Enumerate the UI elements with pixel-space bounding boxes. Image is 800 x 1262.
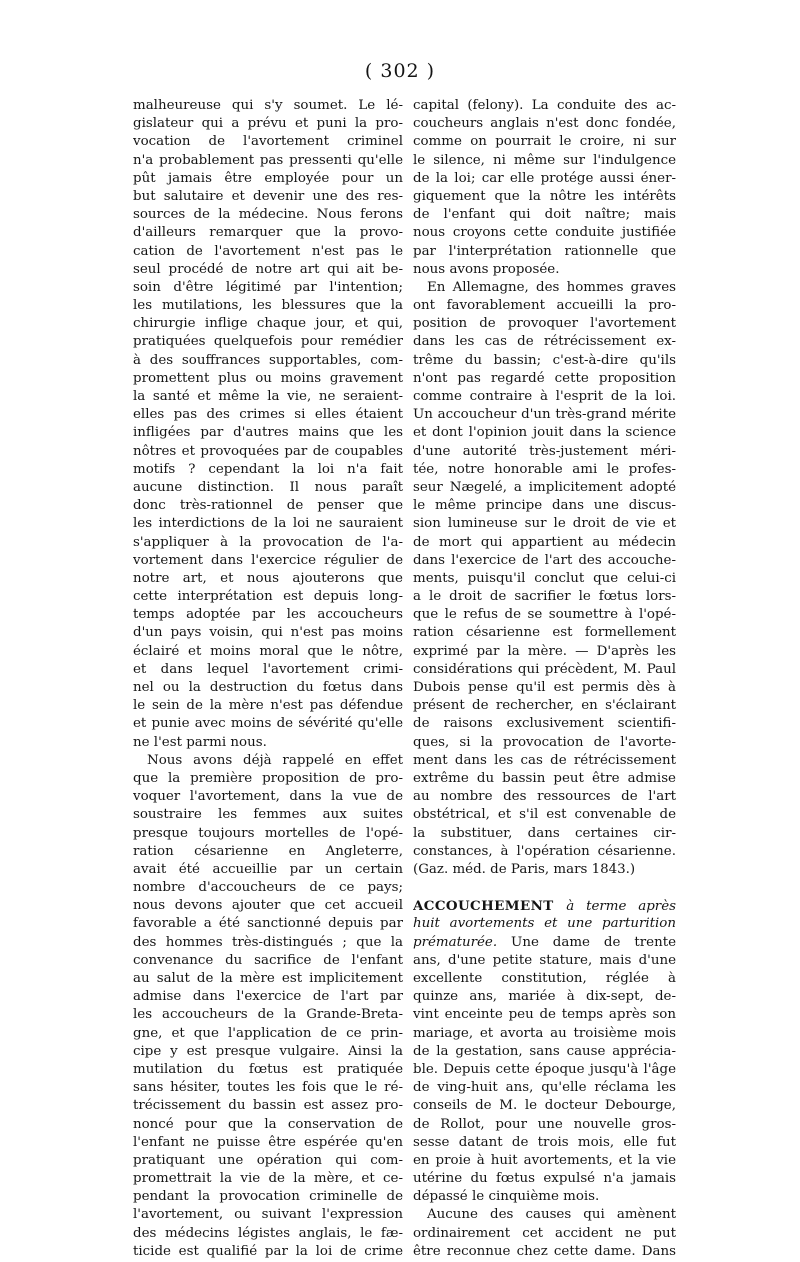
text-line: les interdictions de la loi ne sauraient: [133, 516, 403, 532]
text-line: de mort qui appartient au médecin: [413, 534, 676, 550]
text-line: pratiquées quelquefois pour remédier: [133, 334, 403, 350]
text-line: Aucune des causes qui amènent: [427, 1207, 676, 1223]
text-line: de Rollot, pour une nouvelle gros-: [413, 1116, 676, 1132]
text-line: exprimé par la mère. — D'après les: [413, 643, 676, 659]
text-line: temps adoptée par les accoucheurs: [133, 607, 403, 623]
text-line: cipe y est presque vulgaire. Ainsi la: [133, 1043, 403, 1059]
text-line: présent de rechercher, en s'éclairant: [413, 698, 676, 714]
text-line: comme contraire à l'esprit de la loi.: [413, 389, 676, 404]
text-line: nôtres et provoquées par de coupables: [133, 443, 403, 459]
page-number: ( 302 ): [364, 60, 436, 82]
text-line: au salut de la mère est implicitement: [133, 971, 403, 986]
text-line: de la gestation, sans cause apprécia-: [413, 1043, 676, 1059]
text-line: admise dans l'exercice de l'art par: [133, 989, 403, 1005]
text-line: mariage, et avorta au troisième mois: [413, 1025, 676, 1041]
text-line: par l'interprétation rationnelle que: [413, 243, 676, 259]
text-line: comme on pourrait le croire, ni sur: [413, 134, 676, 150]
text-line: donc très-rationnel de penser que: [133, 498, 403, 514]
text-line: favorable a été sanctionné depuis par: [133, 916, 403, 932]
text-line: infligées par d'autres mains que les: [133, 425, 403, 441]
text-line: que la première proposition de pro-: [133, 770, 403, 786]
text-line: gne, et que l'application de ce prin-: [133, 1025, 403, 1041]
text-line: cette interprétation est depuis long-: [133, 589, 403, 605]
text-line: d'une autorité très-justement méri-: [413, 443, 676, 459]
text-line: dépassé le cinquième mois.: [413, 1189, 600, 1205]
text-line: dans l'exercice de l'art des accouche-: [413, 552, 676, 568]
text-line: a le droit de sacrifier le fœtus lors-: [413, 589, 676, 605]
text-line: considérations qui précèdent, M. Paul: [413, 661, 676, 677]
text-line: nous croyons cette conduite justifiée: [413, 225, 676, 241]
text-line: être reconnue chez cette dame. Dans: [413, 1243, 676, 1259]
text-line: sans hésiter, toutes les fois que le ré-: [133, 1080, 403, 1096]
text-line: nombre d'accoucheurs de ce pays;: [133, 880, 403, 896]
text-line: position de provoquer l'avortement: [413, 316, 676, 332]
text-line: quinze ans, mariée à dix-sept, de-: [413, 989, 676, 1005]
text-line: nous devons ajouter que cet accueil: [133, 898, 403, 914]
text-line: Un accoucheur d'un très-grand mérite: [413, 407, 676, 423]
text-line: éclairé et moins moral que le nôtre,: [133, 643, 403, 659]
text-line: capital (felony). La conduite des ac-: [413, 98, 676, 113]
text-line: presque toujours mortelles de l'opé-: [133, 825, 403, 841]
text-line: des hommes très-distingués ; que la: [133, 934, 403, 950]
text-line: soin d'être légitimé par l'intention;: [133, 279, 403, 295]
text-line: et dans lequel l'avortement crimi-: [133, 661, 403, 677]
text-line: ration césarienne en Angleterre,: [133, 843, 403, 859]
text-line: aucune distinction. Il nous paraît: [133, 479, 403, 495]
text-line: n'a probablement pas pressenti qu'elle: [133, 152, 403, 168]
text-line: la santé et même la vie, ne seraient-: [133, 389, 403, 404]
text-line: ques, si la provocation de l'avorte-: [413, 734, 676, 750]
text-line: n'ont pas regardé cette proposition: [413, 370, 676, 386]
text-line: giquement que la nôtre les intérêts: [413, 188, 676, 204]
text-line: les mutilations, les blessures que la: [133, 298, 403, 314]
section-heading-line: ACCOUCHEMENT à terme après: [413, 898, 676, 915]
text-line: à des souffrances supportables, com-: [133, 352, 403, 368]
text-line: utérine du fœtus expulsé n'a jamais: [413, 1171, 676, 1187]
text-line: ont favorablement accueilli la pro-: [413, 298, 676, 314]
text-line: ticide est qualifié par la loi de crime: [133, 1243, 403, 1259]
text-line: conseils de M. le docteur Debourge,: [413, 1098, 676, 1114]
text-line: elles pas des crimes si elles étaient: [133, 407, 403, 423]
text-line: trécissement du bassin est assez pro-: [133, 1098, 403, 1114]
text-line: que le refus de se soumettre à l'opé-: [413, 607, 676, 623]
text-line: et punie avec moins de sévérité qu'elle: [133, 716, 403, 732]
right-text-column: [413, 97, 676, 1261]
text-line: (Gaz. méd. de Paris, mars 1843.): [413, 861, 636, 877]
text-line: l'avortement, ou suivant l'expression: [133, 1207, 403, 1223]
text-line: [413, 879, 676, 897]
text-line: des médecins légistes anglais, le fæ-: [133, 1225, 403, 1241]
text-line: extrême du bassin peut être admise: [413, 770, 676, 786]
text-line: ration césarienne est formellement: [413, 625, 676, 641]
text-line: constances, à l'opération césarienne.: [413, 843, 676, 859]
text-line: but salutaire et devenir une des res-: [133, 188, 403, 204]
text-line: de ving-huit ans, qu'elle réclama les: [413, 1080, 676, 1096]
text-line: soustraire les femmes aux suites: [133, 807, 403, 823]
text-line: cation de l'avortement n'est pas le: [133, 243, 403, 259]
text-line: seur Nægelé, a implicitement adopté: [413, 479, 676, 495]
text-line: Dubois pense qu'il est permis dès à: [413, 680, 676, 695]
text-line: huit avortements et une parturition: [413, 916, 676, 932]
text-line: obstétrical, et s'il est convenable de: [413, 807, 676, 823]
text-line: coucheurs anglais n'est donc fondée,: [413, 116, 676, 132]
text-line: d'ailleurs remarquer que la provo-: [133, 225, 403, 241]
text-line: prématurée. Une dame de trente: [413, 934, 676, 950]
text-line: avait été accueillie par un certain: [133, 861, 403, 877]
text-line: promettrait la vie de la mère, et ce-: [133, 1171, 403, 1187]
text-line: tée, notre honorable ami le profes-: [413, 461, 676, 477]
text-line: motifs ? cependant la loi n'a fait: [133, 461, 403, 477]
text-line: gislateur qui a prévu et puni la pro-: [133, 116, 403, 132]
text-line: sion lumineuse sur le droit de vie et: [413, 516, 676, 532]
text-line: de l'enfant qui doit naître; mais: [413, 207, 676, 223]
text-line: chirurgie inflige chaque jour, et qui,: [133, 316, 403, 332]
text-line: En Allemagne, des hommes graves: [427, 279, 676, 295]
text-line: au nombre des ressources de l'art: [413, 789, 676, 805]
text-line: ordinairement cet accident ne put: [413, 1225, 676, 1241]
text-line: noncé pour que la conservation de: [133, 1116, 403, 1132]
text-line: seul procédé de notre art qui ait be-: [133, 261, 403, 277]
text-line: d'un pays voisin, qui n'est pas moins: [133, 625, 403, 641]
text-line: de la loi; car elle protége aussi éner-: [413, 170, 676, 186]
text-line: pratiquant une opération qui com-: [133, 1152, 403, 1168]
text-line: nous avons proposée.: [413, 261, 560, 277]
text-line: le même principe dans une discus-: [413, 498, 676, 514]
text-line: l'enfant ne puisse être espérée qu'en: [133, 1134, 403, 1150]
text-line: les accoucheurs de la Grande-Breta-: [133, 1007, 403, 1023]
text-line: Nous avons déjà rappelé en effet: [147, 752, 403, 768]
text-line: vint enceinte peu de temps après son: [413, 1007, 676, 1023]
text-line: sources de la médecine. Nous ferons: [133, 207, 403, 223]
text-line: le sein de la mère n'est pas défendue: [133, 698, 403, 714]
text-line: nel ou la destruction du fœtus dans: [133, 680, 403, 695]
text-line: ment dans les cas de rétrécissement: [413, 752, 676, 768]
left-text-column: [133, 97, 403, 1261]
text-line: dans les cas de rétrécissement ex-: [413, 334, 676, 350]
text-line: ments, puisqu'il conclut que celui-ci: [413, 570, 676, 586]
text-line: de raisons exclusivement scientifi-: [413, 716, 676, 732]
text-line: s'appliquer à la provocation de l'a-: [133, 534, 403, 550]
text-line: promettent plus ou moins gravement: [133, 370, 403, 386]
text-line: trême du bassin; c'est-à-dire qu'ils: [413, 352, 676, 368]
text-line: ne l'est parmi nous.: [133, 734, 267, 750]
text-line: sesse datant de trois mois, elle fut: [413, 1134, 676, 1150]
text-line: mutilation du fœtus est pratiquée: [133, 1061, 403, 1077]
text-line: notre art, et nous ajouterons que: [133, 570, 403, 586]
text-line: malheureuse qui s'y soumet. Le lé-: [133, 98, 403, 113]
text-line: ans, d'une petite stature, mais d'une: [413, 952, 676, 968]
text-line: pendant la provocation criminelle de: [133, 1189, 403, 1205]
text-line: vocation de l'avortement criminel: [133, 134, 403, 150]
text-line: le silence, ni même sur l'indulgence: [413, 152, 676, 168]
text-line: et dont l'opinion jouit dans la science: [413, 425, 676, 441]
text-line: excellente constitution, réglée à: [413, 971, 676, 986]
text-line: en proie à huit avortements, et la vie: [413, 1152, 676, 1168]
text-line: voquer l'avortement, dans la vue de: [133, 789, 403, 805]
text-line: convenance du sacrifice de l'enfant: [133, 952, 403, 968]
text-line: ble. Depuis cette époque jusqu'à l'âge: [413, 1061, 676, 1077]
text-line: la substituer, dans certaines cir-: [413, 825, 676, 841]
text-line: pût jamais être employée pour un: [133, 170, 403, 186]
text-line: vortement dans l'exercice régulier de: [133, 552, 403, 568]
